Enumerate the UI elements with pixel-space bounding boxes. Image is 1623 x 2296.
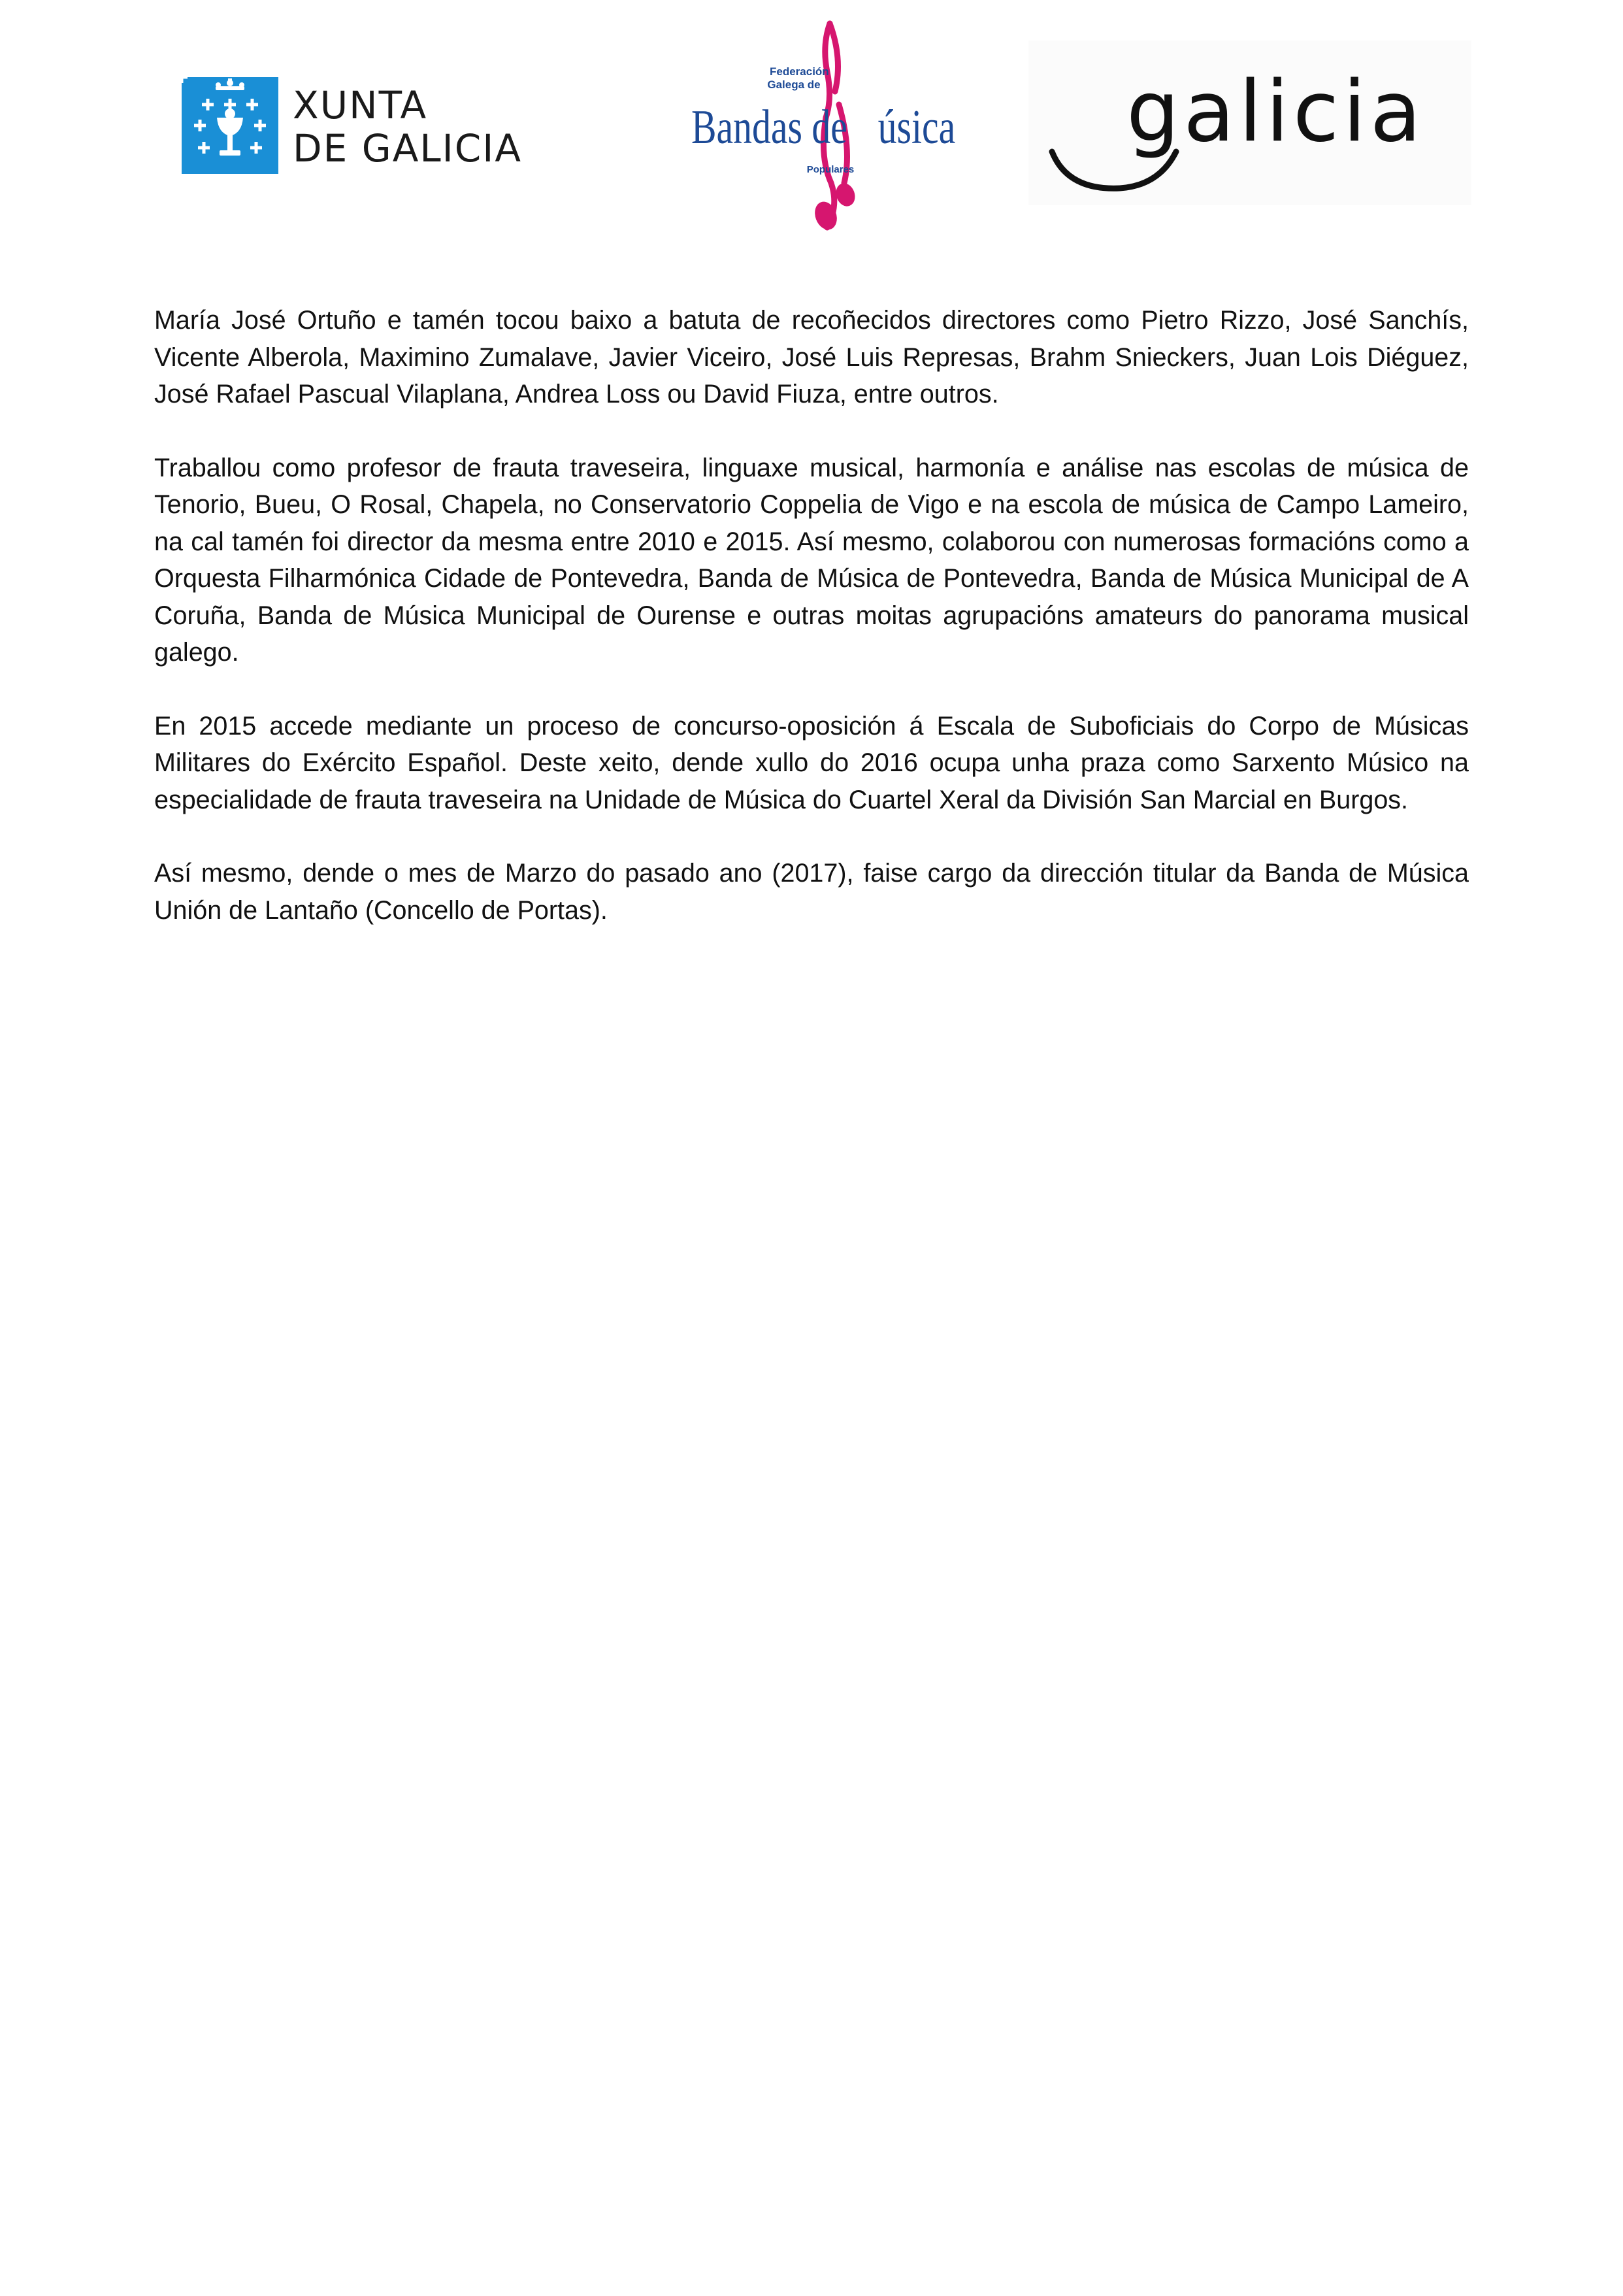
galicia-wordmark: galicia	[1126, 63, 1426, 161]
federacion-main-left: Bandas de	[691, 101, 847, 154]
federacion-main-text	[691, 98, 955, 157]
document-body	[154, 302, 1469, 965]
federacion-main-right: úsica	[877, 101, 956, 154]
xunta-wordmark	[293, 84, 522, 170]
federacion-line-1: Federación	[770, 65, 829, 78]
galicia-swoosh-icon	[1048, 125, 1205, 197]
xunta-line-2: DE GALICIA	[293, 126, 523, 171]
federacion-line-3: Populares	[806, 164, 855, 175]
page-header	[0, 0, 1623, 248]
paragraph-4: Así mesmo, dende o mes de Marzo do pasado ano (2017), faise cargo da dirección titular da Banda de Música Unión de Lantaño (Concello de Portas).	[154, 859, 1469, 925]
xunta-de-galicia-logo	[182, 77, 523, 175]
paragraph-1: María José Ortuño e tamén tocou baixo a batuta de recoñecidos directores como Pietro Rizzo, José Sanchís, Vicente Alberola, Maximino Zumalave, Javier Viceiro, José Luis Represas, Brahm Snieckers, Juan Lois Diéguez, José Rafael Pascual Vilaplana, Andrea Loss ou David Fiuza, entre outros.	[154, 306, 1469, 408]
galicia-brand-logo	[1028, 41, 1471, 205]
federacion-bandas-musica-logo	[691, 20, 956, 235]
xunta-line-1: XUNTA	[293, 83, 428, 127]
paragraph-3: En 2015 accede mediante un proceso de concurso-oposición á Escala de Suboficiais do Corpo de Músicas Militares do Exército Español. Deste xeito, dende xullo do 2016 ocupa unha praza como Sarxento Músico na especialidade de frauta traveseira na Unidade de Música do Cuartel Xeral da División San Marcial en Burgos.	[154, 711, 1469, 814]
federacion-line-2: Galega de	[767, 78, 821, 91]
paragraph-2: Traballou como profesor de frauta traveseira, linguaxe musical, harmonía e análise nas escolas de música de Tenorio, Bueu, O Rosal, Chapela, no Conservatorio Coppelia de Vigo e na escola de música de Campo Lameiro, na cal tamén foi director da mesma entre 2010 e 2015. Así mesmo, colaborou con numerosas formacións como a Orquesta Filharmónica Cidade de Pontevedra, Banda de Música de Pontevedra, Banda de Música Municipal de A Coruña, Banda de Música Municipal de Ourense e outras moitas agrupacións amateurs do panorama musical galego.	[154, 453, 1469, 667]
galicia-coat-of-arms-icon	[182, 77, 278, 174]
